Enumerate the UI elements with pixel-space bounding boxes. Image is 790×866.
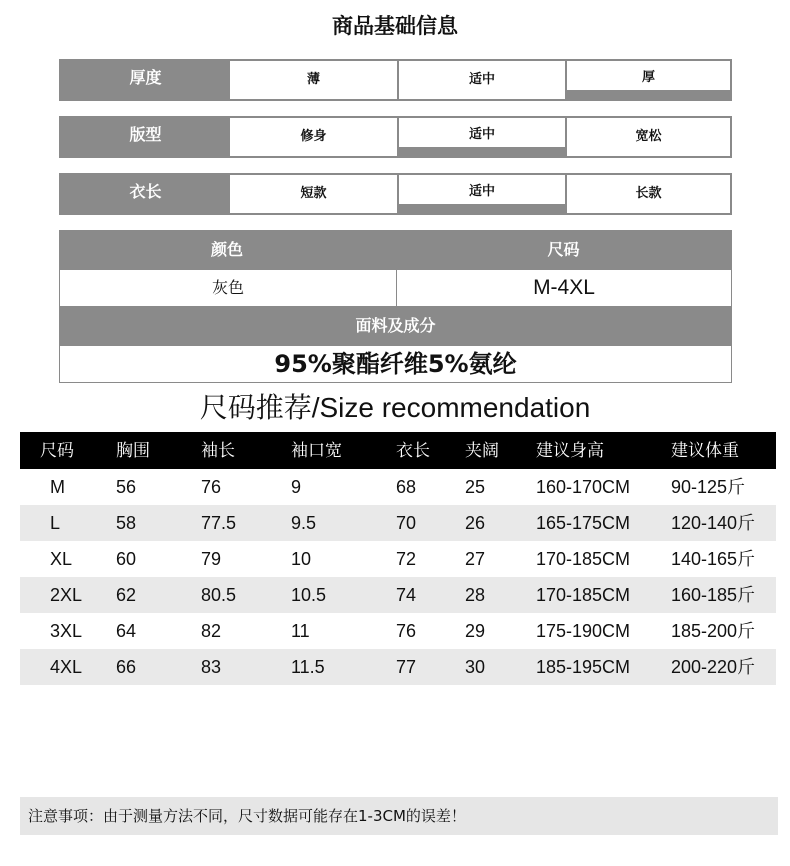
- size-table: [20, 432, 776, 685]
- size-recommendation-title: 尺码推荐/Size recommendation: [199, 392, 591, 423]
- table-row: [20, 577, 776, 613]
- cell-sleeve: 80.5: [201, 585, 237, 605]
- color-value: 灰色: [59, 269, 397, 307]
- cell-length: 74: [396, 585, 417, 605]
- column-header-sleeve: 袖长: [201, 441, 235, 460]
- cell-armhole: 29: [465, 621, 486, 641]
- length-option-long: 长款: [567, 175, 730, 213]
- cell-size: 3XL: [50, 621, 83, 641]
- cell-chest: 64: [116, 621, 137, 641]
- cell-size: 4XL: [50, 657, 83, 677]
- cell-armhole: 25: [465, 477, 486, 497]
- fit-option-regular: 适中: [399, 118, 565, 156]
- cell-chest: 56: [116, 477, 137, 497]
- thickness-label: 厚度: [129, 68, 162, 87]
- thickness-option-thick: 厚: [567, 61, 730, 99]
- table-row: [20, 649, 776, 685]
- cell-weight: 90-125斤: [671, 477, 746, 497]
- length-row: [59, 173, 732, 215]
- cell-height: 160-170CM: [536, 477, 631, 497]
- cell-chest: 66: [116, 657, 137, 677]
- cell-size: XL: [50, 549, 73, 569]
- column-header-weight: 建议体重: [671, 441, 739, 460]
- cell-chest: 60: [116, 549, 137, 569]
- column-header-armhole: 夹阔: [465, 441, 499, 460]
- color-header: 颜色: [210, 240, 243, 259]
- thickness-option-medium: 适中: [399, 61, 565, 99]
- cell-armhole: 26: [465, 513, 486, 533]
- page-title: 商品基础信息: [332, 14, 458, 38]
- column-header-size: 尺码: [40, 441, 74, 460]
- measurement-note: 注意事项：由于测量方法不同，尺寸数据可能存在1-3CM的误差！: [20, 797, 778, 835]
- cell-armhole: 30: [465, 657, 486, 677]
- cell-height: 165-175CM: [536, 513, 631, 533]
- cell-sleeve: 83: [201, 657, 222, 677]
- cell-cuff: 10: [291, 549, 312, 569]
- fit-label: 版型: [129, 125, 162, 144]
- table-header-row: [20, 432, 776, 469]
- cell-weight: 200-220斤: [671, 657, 756, 677]
- cell-length: 76: [396, 621, 417, 641]
- cell-length: 72: [396, 549, 417, 569]
- fit-row: [59, 116, 732, 158]
- cell-sleeve: 77.5: [201, 513, 237, 533]
- cell-chest: 62: [116, 585, 137, 605]
- cell-sleeve: 79: [201, 549, 222, 569]
- cell-weight: 185-200斤: [671, 621, 756, 641]
- cell-weight: 160-185斤: [671, 585, 756, 605]
- size-header: 尺码: [547, 240, 580, 259]
- cell-cuff: 10.5: [291, 585, 327, 605]
- cell-height: 170-185CM: [536, 549, 631, 569]
- cell-height: 185-195CM: [536, 657, 631, 677]
- length-option-regular: 适中: [399, 175, 565, 213]
- fit-option-loose: 宽松: [567, 118, 730, 156]
- cell-height: 175-190CM: [536, 621, 631, 641]
- spec-header-band: [59, 230, 732, 269]
- cell-armhole: 27: [465, 549, 486, 569]
- cell-cuff: 11: [291, 621, 310, 641]
- thickness-option-thin: 薄: [230, 61, 397, 99]
- cell-armhole: 28: [465, 585, 486, 605]
- cell-height: 170-185CM: [536, 585, 631, 605]
- cell-cuff: 11.5: [291, 657, 325, 677]
- cell-cuff: 9.5: [291, 513, 317, 533]
- cell-size: 2XL: [50, 585, 83, 605]
- column-header-length: 衣长: [396, 441, 430, 460]
- cell-sleeve: 82: [201, 621, 222, 641]
- fit-option-slim: 修身: [230, 118, 397, 156]
- table-row: [20, 505, 776, 541]
- fabric-header: 面料及成分: [59, 307, 732, 345]
- cell-length: 68: [396, 477, 417, 497]
- table-row: [20, 541, 776, 577]
- cell-weight: 120-140斤: [671, 513, 756, 533]
- length-label: 衣长: [129, 182, 162, 201]
- column-header-chest: 胸围: [116, 441, 150, 460]
- table-row: [20, 613, 776, 649]
- cell-size: L: [50, 513, 61, 533]
- column-header-height: 建议身高: [536, 441, 604, 460]
- cell-sleeve: 76: [201, 477, 222, 497]
- cell-length: 70: [396, 513, 417, 533]
- size-range-value: M-4XL: [396, 269, 732, 307]
- column-header-cuff: 袖口宽: [291, 441, 342, 460]
- cell-cuff: 9: [291, 477, 302, 497]
- length-option-short: 短款: [230, 175, 397, 213]
- table-row: [20, 469, 776, 505]
- fabric-value: 95%聚酯纤维5%氨纶: [59, 345, 732, 383]
- cell-chest: 58: [116, 513, 137, 533]
- cell-weight: 140-165斤: [671, 549, 756, 569]
- cell-length: 77: [396, 657, 417, 677]
- cell-size: M: [50, 477, 65, 497]
- thickness-row: [59, 59, 732, 101]
